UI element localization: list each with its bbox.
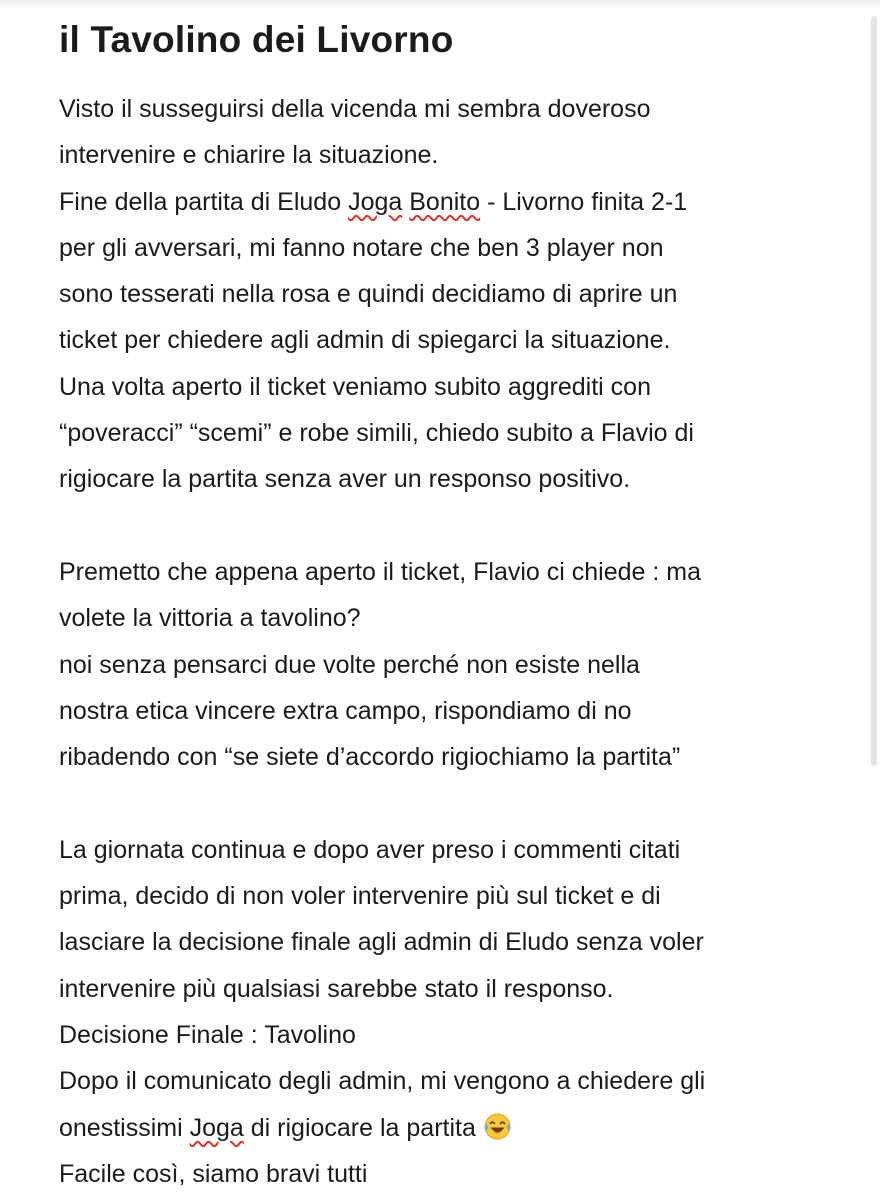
face-with-tears-of-joy-icon	[483, 1110, 512, 1139]
text-line: intervenire più qualsiasi sarebbe stato il responso.	[59, 974, 614, 1003]
text-line: rigiocare la partita senza aver un responso positivo.	[59, 465, 631, 494]
text-line: volete la vittoria a tavolino?	[59, 604, 361, 633]
scrollbar[interactable]	[871, 16, 877, 766]
text-line: sono tesserati nella rosa e quindi decidiamo di aprire un	[59, 280, 678, 309]
text-line: ticket per chiedere agli admin di spiegarci la situazione.	[59, 326, 671, 355]
text-run: Fine della partita di Eludo	[59, 187, 349, 216]
text-line	[59, 1105, 849, 1151]
text-line: Decisione Finale : Tavolino	[59, 1020, 356, 1049]
text-line: nostra etica vincere extra campo, rispondiamo di no	[59, 696, 632, 725]
blank-line	[59, 780, 849, 826]
paragraph-3	[59, 827, 849, 1197]
paragraph-1	[59, 86, 849, 503]
text-line: per gli avversari, mi fanno notare che ben 3 player non	[59, 233, 664, 262]
text-line: Facile così, siamo bravi tutti	[59, 1159, 368, 1188]
note-body[interactable]	[59, 14, 849, 1197]
text-line: intervenire e chiarire la situazione.	[59, 141, 439, 170]
text-line: prima, decido di non voler intervenire più sul ticket e di	[59, 882, 661, 911]
text-line: Una volta aperto il ticket veniamo subito aggrediti con	[59, 372, 651, 401]
text-line: noi senza pensarci due volte perché non esiste nella	[59, 650, 640, 679]
note-title: il Tavolino dei Livorno	[59, 19, 454, 60]
misspelled-word[interactable]: Joga	[348, 187, 403, 216]
text-line: Visto il susseguirsi della vicenda mi sembra doveroso	[59, 95, 651, 123]
paragraph-2	[59, 549, 849, 780]
text-line: ribadendo con “se siete d’accordo rigiochiamo la partita”	[59, 743, 681, 772]
text-line: Dopo il comunicato degli admin, mi vengono a chiedere gli	[59, 1067, 706, 1096]
text-line: Premetto che appena aperto il ticket, Flavio ci chiede : ma	[59, 557, 701, 586]
text-run: di rigiocare la partita	[243, 1113, 483, 1142]
misspelled-word[interactable]: Joga	[189, 1113, 244, 1142]
text-line	[59, 179, 849, 225]
blank-line	[59, 503, 849, 549]
top-edge-shadow	[0, 0, 880, 8]
text-line: La giornata continua e dopo aver preso i commenti citati	[59, 835, 681, 864]
misspelled-word[interactable]: Bonito	[409, 187, 481, 216]
text-run: - Livorno finita 2-1	[480, 187, 688, 216]
text-line: “poveracci” “scemi” e robe simili, chiedo subito a Flavio di	[59, 419, 694, 448]
text-run: onestissimi	[59, 1113, 190, 1142]
text-line: lasciare la decisione finale agli admin di Eludo senza voler	[59, 928, 704, 957]
